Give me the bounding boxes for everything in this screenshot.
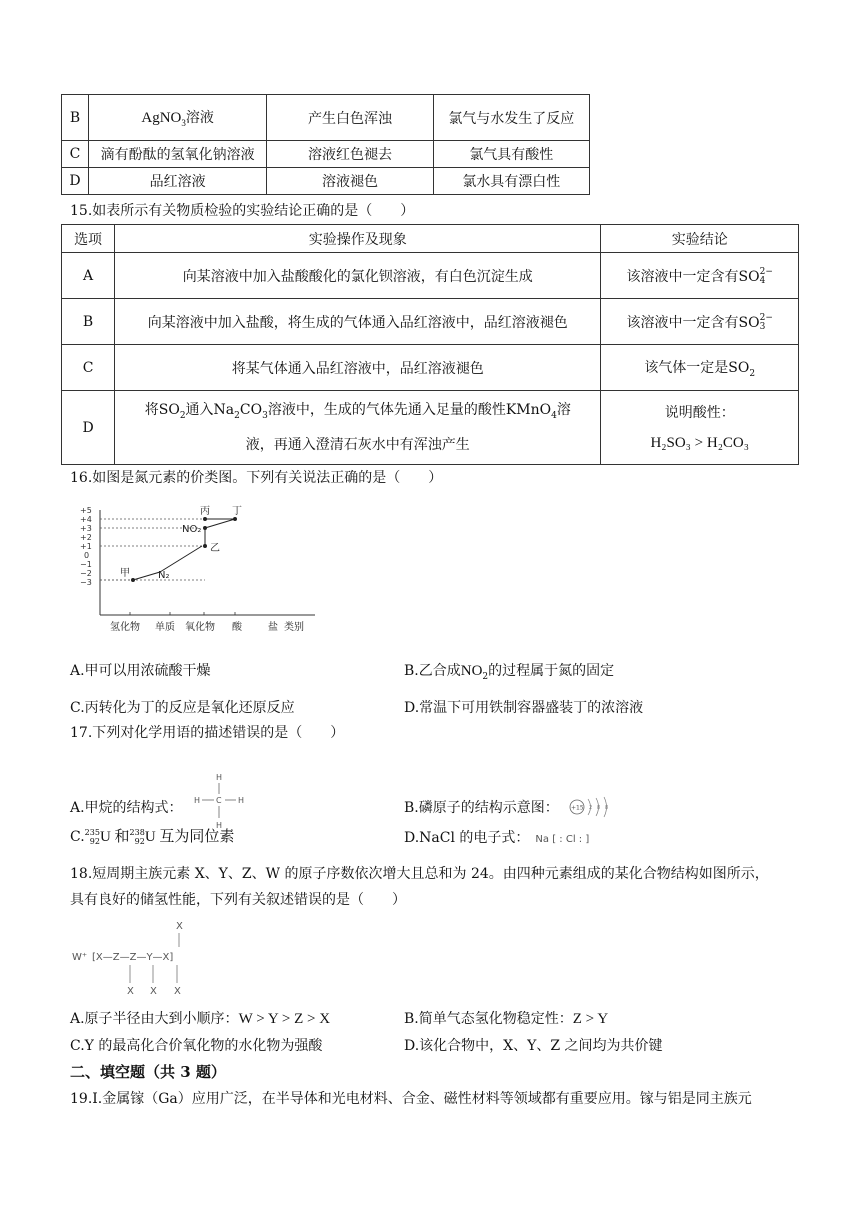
point-label-yi: 乙 xyxy=(210,543,220,554)
option-cell: D xyxy=(62,168,89,195)
xcat-label: 单质 xyxy=(155,622,175,633)
ytick-label: +1 xyxy=(80,542,92,551)
q14-table xyxy=(61,94,590,195)
conclusion-cell: 该气体一定是$SO_2$ xyxy=(601,345,799,391)
methane-h-left: H xyxy=(194,796,201,805)
conclusion-cell xyxy=(601,391,799,465)
header-conclusion: 实验结论 xyxy=(601,225,799,253)
ytick-label: 0 xyxy=(84,551,90,560)
op-text: 液，再通入澄清石灰水中有浑浊产生 xyxy=(245,437,470,454)
q18-option-a[interactable] xyxy=(70,1008,330,1028)
op-text: 溶液中，生成的气体先通入足量的酸性KMnO xyxy=(267,401,552,418)
q19-text: 19.I.金属镓（Ga）应用广泛，在半导体和光电材料、合金、磁性材料等领域都有重要应用。镓与铝是同主族元 xyxy=(70,1091,752,1107)
reagent-cell: 滴有酚酞的氢氧化钠溶液 xyxy=(88,141,266,168)
conclusion-cell: 该溶液中一定含有SO2− 4 xyxy=(601,253,799,299)
ytick-label: +3 xyxy=(80,524,92,533)
q17-stem: 17.下列对化学用语的描述错误的是（ ） xyxy=(70,725,345,741)
reagent-cell xyxy=(88,95,266,141)
conclusion-cell: 氯水具有漂白性 xyxy=(433,168,589,195)
point-label-ding: 丁 xyxy=(232,506,242,517)
xcat-label: 酸 xyxy=(232,622,242,633)
q16-option-a[interactable]: A.甲可以用浓硫酸干燥 xyxy=(70,663,211,679)
conclusion-cell: 氯气与水发生了反应 xyxy=(433,95,589,141)
q16-option-b[interactable] xyxy=(404,660,614,682)
q17-option-a[interactable]: A.甲烷的结构式： xyxy=(70,800,183,816)
option-cell: B xyxy=(62,299,115,345)
conclusion-text: 该溶液中一定含有SO xyxy=(626,268,760,285)
phenomenon-cell: 产生白色浑浊 xyxy=(267,95,433,141)
radius-order: W > Y > Z > X xyxy=(238,1011,331,1027)
svg-text:X: X xyxy=(174,986,181,997)
methane-h-right: H xyxy=(238,796,245,805)
q16-option-d[interactable]: D.常温下可用铁制容器盛装丁的浓溶液 xyxy=(404,700,644,716)
reagent-subscript: 3 xyxy=(181,118,186,128)
isotope-u235: U 和 xyxy=(99,829,130,845)
option-text: 的过程属于氮的固定 xyxy=(488,663,615,679)
q16-stem: 16.如图是氮元素的价类图。下列有关说法正确的是（ ） xyxy=(70,470,443,486)
ytick-label: −2 xyxy=(80,569,92,578)
nitrogen-valence-chart xyxy=(70,500,320,640)
ytick-label: −3 xyxy=(80,578,92,587)
q18-option-b[interactable] xyxy=(404,1008,608,1028)
point-label-no2: NO₂ xyxy=(182,524,202,535)
reagent-suffix: 溶液 xyxy=(185,110,214,126)
option-cell: D xyxy=(62,391,115,465)
point-label-n2: N₂ xyxy=(158,570,170,581)
option-cell: B xyxy=(62,95,89,141)
phenomenon-cell: 溶液红色褪去 xyxy=(267,141,433,168)
xcat-label: 盐 xyxy=(268,622,278,633)
point-label-jia: 甲 xyxy=(120,568,130,579)
op-text: 将SO xyxy=(144,401,180,418)
point-label-bing: 丙 xyxy=(200,506,210,517)
option-text: B.乙合成 xyxy=(404,663,461,679)
operation-cell: 将某气体通入品红溶液中，品红溶液褪色 xyxy=(115,345,601,391)
option-cell: C xyxy=(62,345,115,391)
methane-h-bottom: H xyxy=(216,821,223,830)
q15-table xyxy=(61,224,799,465)
svg-text:+15: +15 xyxy=(571,804,584,812)
op-text: 溶 xyxy=(556,401,571,418)
isotope-u238: U 互为同位素 xyxy=(144,829,235,845)
xcat-label: 类别 xyxy=(284,622,304,633)
q18-stem-line1: 18.短周期主族元素 X、Y、Z、W 的原子序数依次增大且总和为 24。由四种元素组成的某化合物结构如图所示， xyxy=(70,866,769,882)
conclusion-text: 该溶液中一定含有SO xyxy=(626,314,760,331)
svg-text:X: X xyxy=(150,986,157,997)
svg-text:2: 2 xyxy=(589,805,593,811)
methane-h-top: H xyxy=(216,773,223,782)
conclusion-cell: 氯气具有酸性 xyxy=(433,141,589,168)
reagent-formula: AgNO xyxy=(141,110,182,126)
option-text: A.原子半径由大到小顺序： xyxy=(70,1011,239,1027)
q18-option-d[interactable]: D.该化合物中，X、Y、Z 之间均为共价键 xyxy=(404,1038,663,1054)
svg-text:8: 8 xyxy=(605,805,609,811)
q17-option-d[interactable] xyxy=(404,827,589,847)
conclusion-cell: 该溶液中一定含有SO2− 3 xyxy=(601,299,799,345)
ytick-label: −1 xyxy=(80,560,92,569)
methane-c: C xyxy=(216,796,222,805)
svg-text:X: X xyxy=(176,921,183,932)
phenomenon-cell: 溶液褪色 xyxy=(267,168,433,195)
q18-stem-line2: 具有良好的储氢性能，下列有关叙述错误的是（ ） xyxy=(70,892,406,908)
svg-text:X: X xyxy=(127,986,134,997)
reagent-cell: 品红溶液 xyxy=(88,168,266,195)
operation-cell: 将$SO_2$通入$Na_2CO_3$溶液中，生成的气体先通入足量的酸性KMnO$_4$溶 液，再通入澄清石灰水中有浑浊产生 xyxy=(115,391,601,465)
q15-stem: 15.如表所示有关物质检验的实验结论正确的是（ ） xyxy=(70,203,415,219)
ytick-label: +4 xyxy=(80,515,92,524)
option-text: B.简单气态氢化物稳定性： xyxy=(404,1011,573,1027)
section-heading: 二、填空题（共 3 题） xyxy=(70,1063,226,1081)
op-text: CO xyxy=(239,401,263,418)
xcat-label: 氧化物 xyxy=(185,622,215,633)
chem-subscript: 2 xyxy=(482,671,489,682)
q18-option-c[interactable]: C.Y 的最高化合价氧化物的水化物为强酸 xyxy=(70,1038,323,1054)
compound-structure-diagram xyxy=(70,917,230,999)
operation-cell: 向某溶液中加入盐酸酸化的氯化钡溶液，有白色沉淀生成 xyxy=(115,253,601,299)
nacl-electron-formula: Na [ : Cl : ] xyxy=(535,834,590,845)
q17-option-b[interactable]: B.磷原子的结构示意图： xyxy=(404,800,559,816)
option-cell: A xyxy=(62,253,115,299)
svg-text:W⁺: W⁺ xyxy=(72,952,88,963)
conclusion-text: 说明酸性： xyxy=(664,404,735,421)
svg-text:8: 8 xyxy=(597,805,601,811)
conclusion-text: 该气体一定是SO xyxy=(644,359,750,376)
ytick-label: +5 xyxy=(80,506,92,515)
stability-order: Z > Y xyxy=(572,1011,609,1027)
xcat-label: 氢化物 xyxy=(110,622,140,633)
svg-text:[X—Z—Z—Y—X]: [X—Z—Z—Y—X] xyxy=(92,952,174,963)
ytick-label: +2 xyxy=(80,533,92,542)
phosphorus-atom-diagram-icon xyxy=(568,795,618,819)
acid-comparison: H₂SO₃ > H₂CO₃ xyxy=(650,434,749,451)
header-operation: 实验操作及现象 xyxy=(115,225,601,253)
option-text: D.NaCl 的电子式： xyxy=(404,830,530,846)
operation-cell: 向某溶液中加入盐酸，将生成的气体通入品红溶液中，品红溶液褪色 xyxy=(115,299,601,345)
option-label: C. xyxy=(70,829,85,845)
q17-option-c[interactable]: C.235 92U 和238 92U 互为同位素 xyxy=(70,828,235,846)
chem-formula: NO xyxy=(460,663,483,679)
op-text: 通入Na xyxy=(185,401,235,418)
option-cell: C xyxy=(62,141,89,168)
header-option: 选项 xyxy=(62,225,115,253)
q16-option-c[interactable]: C.丙转化为丁的反应是氧化还原反应 xyxy=(70,700,295,716)
